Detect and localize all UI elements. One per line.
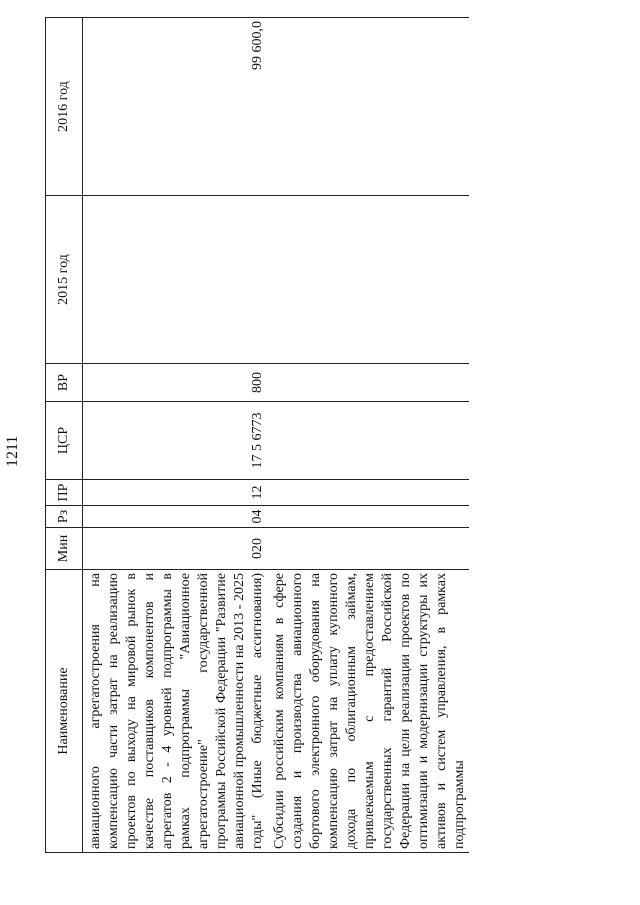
header-2016: 2016 год [46, 18, 83, 196]
header-rz: Рз [46, 506, 83, 528]
header-name: Наименование [46, 570, 83, 853]
row-2016: 99 600,0 [83, 18, 268, 196]
row-csr: 17 5 6773 [83, 402, 268, 480]
page-number: 1211 [4, 435, 21, 467]
table-row [267, 18, 469, 853]
row-name: Субсидии российским компаниям в сфере создания и производства авиационного бортового электронного оборудования на компенсацию затрат на уплату купонного дохода по облигационным займам, привлекаемым с предоставлением государственных гарантий Российской Федерации на цели реализации проектов по оптимизации и модернизации структуры их активов и систем управления, в рамках подпрограммы [267, 570, 469, 853]
row-pr: 12 [83, 480, 268, 506]
budget-table [45, 17, 469, 853]
header-2015: 2015 год [46, 196, 83, 364]
row-2015 [83, 196, 268, 364]
row-min: 020 [83, 528, 268, 570]
table-row [83, 18, 268, 853]
header-vr: ВР [46, 364, 83, 402]
header-csr: ЦСР [46, 402, 83, 480]
table-header-row [46, 18, 83, 853]
row-name: авиационного агрегатостроения на компенсацию части затрат на реализацию проектов по выходу на мировой рынок в качестве поставщиков компонентов и агрегатов 2 - 4 уровней подпрограммы в рамках подпрограммы "Авиационное агрегатостроение" государственной программы Российской Федерации "Развитие авиационной промышленности на 2013 - 2025 годы" (Иные бюджетные ассигнования) [83, 570, 268, 853]
row-rz: 04 [83, 506, 268, 528]
header-min: Мин [46, 528, 83, 570]
header-pr: ПР [46, 480, 83, 506]
row-vr: 800 [83, 364, 268, 402]
